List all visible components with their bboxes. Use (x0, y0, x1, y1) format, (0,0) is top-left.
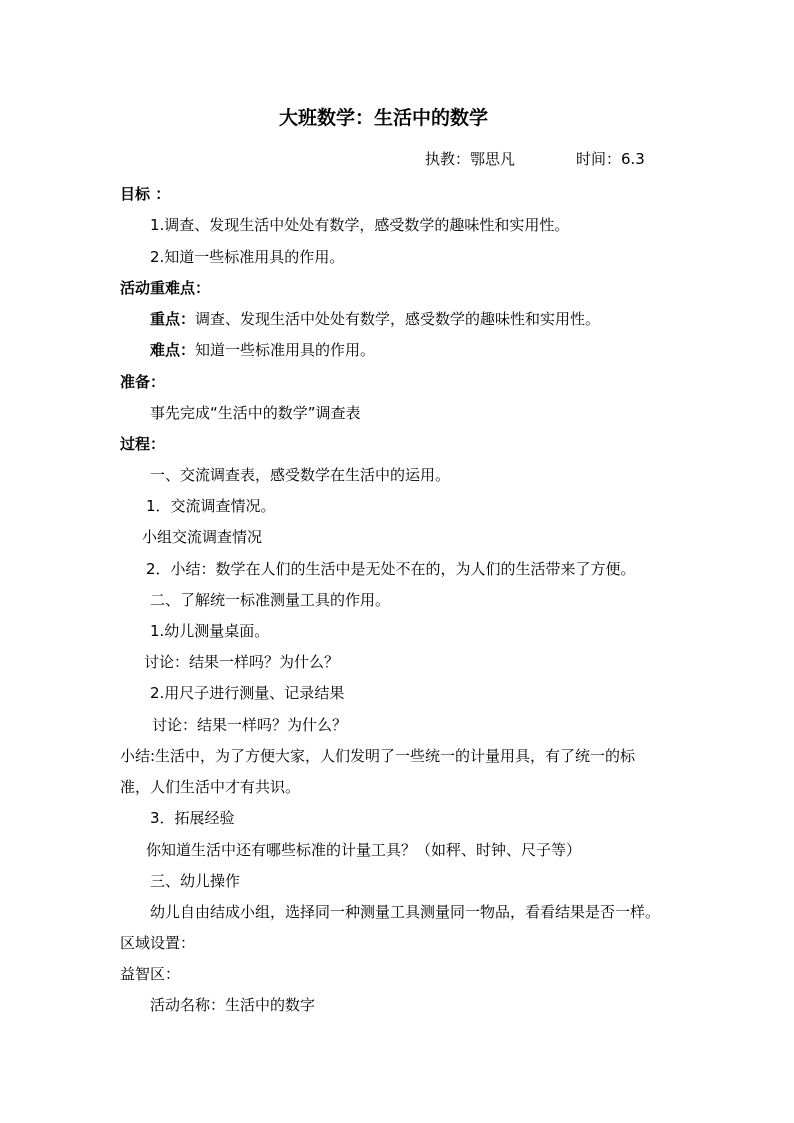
process-step: 幼儿自由结成小组，选择同一种测量工具测量同一物品，看看结果是否一样。 (150, 903, 661, 921)
difficult-label: 难点： (150, 341, 196, 359)
process-step: 你知道生活中还有哪些标准的计量工具？（如秤、时钟、尺子等） (146, 841, 582, 859)
process-step: 1.幼儿测量桌面。 (150, 622, 270, 640)
process-step: 小组交流调查情况 (142, 528, 263, 546)
process-step: 一、交流调查表，感受数学在生活中的运用。 (150, 466, 451, 484)
process-step: 准，人们生活中才有共识。 (120, 778, 301, 796)
key-point (150, 309, 600, 329)
difficult-text: 知道一些标准用具的作用。 (195, 341, 376, 359)
focus-heading: 活动重难点： (120, 279, 211, 297)
activity-name: 活动名称：生活中的数字 (150, 996, 316, 1014)
prep-heading: 准备： (120, 373, 166, 391)
process-step: 讨论：结果一样吗？为什么？ (144, 653, 340, 671)
key-label: 重点： (150, 310, 196, 328)
process-step: 小结:生活中，为了方便大家，人们发明了一些统一的计量用具，有了统一的标 (120, 747, 636, 765)
prep-text: 事先完成“生活中的数学”调查表 (150, 404, 361, 422)
process-step: 1．交流调查情况。 (146, 497, 276, 515)
teacher-byline: 执教：鄂思凡 (425, 150, 516, 168)
process-step: 2．小结：数学在人们的生活中是无处不在的，为人们的生活带来了方便。 (146, 560, 636, 578)
process-step: 2.用尺子进行测量、记录结果 (150, 684, 345, 702)
process-step: 三、幼儿操作 (150, 872, 241, 890)
difficult-point (150, 340, 375, 360)
time-byline: 时间：6.3 (576, 150, 645, 168)
goal-item: 1.调查、发现生活中处处有数学，感受数学的趣味性和实用性。 (150, 216, 570, 234)
document-title: 大班数学：生活中的数学 (279, 107, 489, 129)
key-text: 调查、发现生活中处处有数学，感受数学的趣味性和实用性。 (195, 310, 601, 328)
goals-heading: 目标 ： (120, 185, 171, 203)
process-step: 3．拓展经验 (150, 809, 235, 827)
area-heading: 区域设置： (120, 934, 196, 952)
process-step: 讨论：结果一样吗？为什么？ (152, 716, 348, 734)
area-zone: 益智区： (120, 965, 181, 983)
process-step: 二、了解统一标准测量工具的作用。 (150, 591, 391, 609)
goal-item: 2.知道一些标准用具的作用。 (150, 248, 345, 266)
process-heading: 过程： (120, 435, 166, 453)
